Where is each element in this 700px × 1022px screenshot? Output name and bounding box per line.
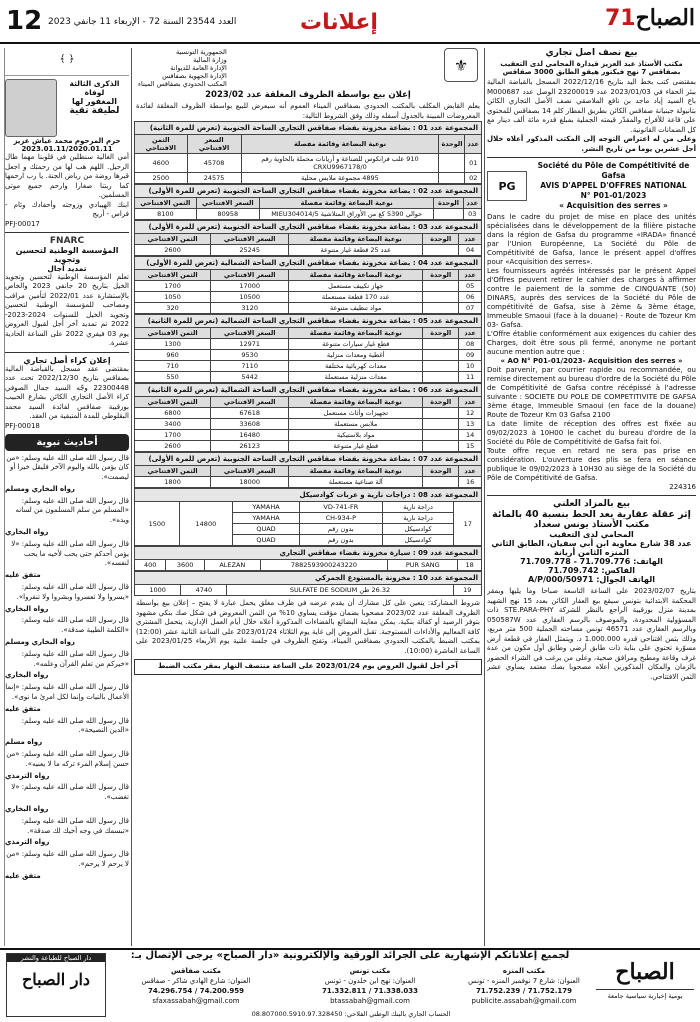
hadith-text: قال رسول الله صلى الله عليه وسلم: «لا يؤمن أحدكم حتى يحب لأخيه ما يحب لنفسه».: [11, 539, 129, 568]
column-header: السعر الافتتاحي: [211, 234, 289, 245]
row-index: 03: [463, 209, 481, 220]
gov-line: الإدارة الجهوية بصفاقس: [162, 72, 227, 80]
column-header: نوعية البضاعة وقائمة مفصلة: [289, 270, 423, 281]
table-header-row: [135, 198, 482, 209]
hadith-text: قال رسول الله صلى الله عليه وسلم: «لا تغضب».: [11, 783, 129, 802]
column-header: عدد: [465, 135, 482, 154]
row-value: 7110: [211, 361, 289, 372]
vehicle-plate: بدون رقم: [300, 524, 383, 535]
vehicle-brand: QUAD: [233, 535, 300, 546]
column-header: الوحدة: [434, 198, 463, 209]
row-description: معدات كهربائية مختلفة: [289, 361, 423, 372]
fr-avis: AVIS D'APPEL D'OFFRES NATIONAL: [540, 181, 687, 190]
gov-line: المكتب الحدودي بصفاقس الميناء: [138, 80, 227, 88]
row-unit: [423, 408, 459, 419]
row-price: 6800: [135, 408, 211, 419]
column-header: عدد: [459, 328, 482, 339]
group-label: المجموعة عدد 02 : بضاعة مخزونة بفضاء صفاقس التجاري الساحة الجنوبية (تعرض للمرة الأولى): [134, 184, 482, 197]
table-row: [135, 339, 482, 350]
fr-body: Les fournisseurs agréés intéressés par le présent Appel d'Offres peuvent retirer le cahier des charges à affirmer contre le paiement de la somme de CINQUANTE (50) DINARS, auprès des services de la Société du Pôle de compétitivité de Gafsa, sise à 2ème & 3ème étage, Immeuble Smaoui (face à la douane) - Route de Tozeur Km 03- Gafsa.: [487, 267, 696, 329]
auction-fax: الفاكس: 71.709.742: [547, 566, 636, 575]
fnarc-body: تعلم المؤسسة الوطنية لتحسين وتجويد الخيل بتاريخ 20 جانفي 2023 والخاص بالإستشارة عدد 2022/01 لتأمين مراقب ومصاحب للمؤسسة الوطنية لتحسين وتجويد الخيل للسنوات 2024-2023-2022 تم تمديد آخر أجل لقبول العروض يوم 03 فيفري 2022 على الساعة الحادية عشرة.: [5, 272, 129, 347]
table-header-row: [135, 466, 482, 477]
vehicle-table: [134, 501, 482, 546]
vehicle-type: دراجة نارية: [382, 513, 454, 524]
fr-body: L'Offre établie conformément aux exigences du cahier des Charges, doit être sous pli fermé, anonyme ne portant aucune mention autre que :: [487, 330, 696, 356]
logo-text: الصباح: [615, 959, 675, 985]
vehicle-brand: YAMAHA: [233, 502, 300, 513]
auction-mobile: الهاتف الجوال: 50971/A/P/000: [528, 575, 655, 584]
middle-column: [134, 48, 482, 946]
hadith-source: متفق عليه: [5, 704, 41, 713]
group10-table: [134, 584, 482, 596]
column-header: السعر الافتتاحي: [211, 270, 289, 281]
office-phone: 71.338.033 / 71.332.811: [321, 987, 419, 995]
table-row: [135, 303, 482, 314]
row-value: 26123: [211, 441, 289, 452]
column-header: الثمن الافتتاحي: [135, 270, 211, 281]
hadith-source: رواه البخاري: [5, 671, 49, 680]
hadith-source: رواه البخاري: [5, 528, 49, 537]
footer-headline: لجميع إعلاناتكم الإشهارية على الجرائد الورقية والإلكترونية «دار الصباح» يرجى الإتصال بـ:: [130, 950, 570, 961]
memorial-sub: حرم المرحوم محمد عياش عزيز: [13, 137, 121, 145]
row-price: 1800: [135, 477, 211, 488]
group-table: [134, 233, 482, 256]
column-header: عدد: [459, 234, 482, 245]
group-label: المجموعة عدد 03 : بضاعة مخزونة بفضاء صفاقس التجاري الساحة الجنوبية (تعرض للمرة الأولى): [134, 220, 482, 233]
column-header: الثمن الافتتاحي: [135, 234, 211, 245]
fnarc-logo: FNARC: [49, 235, 85, 246]
hadith-source: رواه البخاري ومسلم: [5, 484, 75, 493]
quran-verse-calligraphy: ﴾ ﴿: [5, 48, 129, 76]
table-row: [135, 281, 482, 292]
row-price: 2600: [135, 245, 211, 256]
logo-number: 71: [604, 6, 636, 31]
column-header: الوحدة: [423, 466, 459, 477]
memorial-dates: 2023.01.11/2020.01.11: [21, 145, 113, 153]
row-price: 3400: [135, 419, 211, 430]
memorial-title: المغفور لها: [71, 97, 118, 106]
memorial-family: ابنك الهيبادي وزوجته وأحفادك وئام - فراس - أريج: [5, 200, 129, 218]
row-description: مواد بلاستيكية: [289, 430, 423, 441]
horse-name: ALEZAN: [205, 560, 261, 571]
group-label: المجموعة عدد 01 : بضاعة مخزونة بفضاء صفاقس التجاري الساحة الجنوبية (تعرض للمرة الثانية): [134, 121, 482, 134]
table-header-row: [135, 135, 482, 154]
table-row: [135, 408, 482, 419]
group-label: المجموعة عدد 06 : بضاعة مخزونة بفضاء صفاقس التجاري الساحة الشمالية (تعرض للمرة الثانية): [134, 383, 482, 396]
group-table: [134, 134, 482, 184]
row-price: 8100: [135, 209, 197, 220]
row-index: 04: [459, 245, 482, 256]
logo-tagline: يومية إخبارية سياسية جامعة: [596, 989, 694, 1000]
table-header-row: [135, 234, 482, 245]
ad-code: PFJ-00017: [5, 219, 40, 228]
column-header: نوعية البضاعة وقائمة مفصلة: [289, 328, 423, 339]
row-price: 1700: [135, 281, 211, 292]
column-divider: [484, 48, 485, 946]
gov-block: [138, 48, 227, 88]
fr-ad-header: [487, 161, 696, 211]
table-row: [135, 430, 482, 441]
row-price: 2500: [135, 173, 188, 184]
ad-body: بمقتضى كتب بخط اليد بتاريخ 2022/12/16 المسجل بالقباضة المالية ببئر الحفاء في 2023/01/03 عدد 23200019 الوصل عدد M000687 باع السيد إياد ماجد بن نافع الملاصقي نصف الأصل التجاري الكائن بتانيولة جبنيانة صفاقس الكائن بطريق المطار كلم 14 بصفاقس للمحتوي على قاعة للأفراح والمقدّر قيمته الجملية بمبلغ قدره مائة ألف دينار مع كل الضمانات القانونية.: [487, 78, 696, 134]
row-unit: [423, 303, 459, 314]
page-number: 12: [6, 6, 43, 36]
column-header: الوحدة: [423, 397, 459, 408]
column-header: نوعية البضاعة وقائمة مفصلة: [289, 234, 423, 245]
row-value: 33608: [211, 419, 289, 430]
row-index: 13: [459, 419, 482, 430]
auction-notice-intro: يعلم القابض المكلف بالمكتب الحدودي بصفاقس الميناء العموم أنه سيعرض للبيع بواسطة الظروف المغلقة لفائدة المعروضات المبينة بالجدول أسفله وذلك وفق الشروط التالية:: [136, 102, 480, 120]
office-phone: 71.752.179 / 71.752.239: [475, 987, 573, 995]
hadith-text: قال رسول الله صلى الله عليه وسلم: «يسروا ولا تعسروا وبشروا ولا تنفروا».: [16, 583, 129, 601]
vehicle-type: دراجة نارية: [382, 502, 454, 513]
row-value: 10500: [211, 292, 289, 303]
group-label: المجموعة عدد 09 : سيارة مخزونة بفضاء صفاقس التجاري: [134, 546, 482, 559]
column-header: الوحدة: [423, 234, 459, 245]
hadith-text: قال رسول الله صلى الله عليه وسلم: «من كان يؤمن بالله واليوم الآخر فليقل خيرا أو ليصمت».: [6, 453, 129, 482]
row-unit: [423, 361, 459, 372]
row-description: قطع غيار سيارات متنوعة: [289, 339, 423, 350]
column-header: عدد: [459, 397, 482, 408]
row-price: 400: [135, 560, 166, 571]
hadith-source: رواه البخاري: [5, 604, 49, 613]
hadith-source: متفق عليه: [5, 871, 41, 880]
office-title: مكتب صفاقس: [170, 967, 222, 975]
column-header: الثمن الافتتاحي: [135, 328, 211, 339]
vehicle-brand: YAMAHA: [233, 513, 300, 524]
table-row: [135, 361, 482, 372]
column-header: نوعية البضاعة وقائمة مفصلة: [259, 198, 433, 209]
hadith-source: رواه البخاري: [5, 805, 49, 813]
logo-sub: دار الصباح للطباعة والنشر: [7, 954, 105, 962]
ad-code: 224316: [669, 483, 696, 491]
row-price: 1050: [135, 292, 211, 303]
row-unit: [423, 350, 459, 361]
fr-body: Dans le cadre du projet de mise en place des unités spécialisées dans le développement de la filière pistache dans la région de Gafsa du programme «IRADA» financé par l'Union Européenne, La Société du Pôle de Compétitivité de Gafsa, lance le présent appel d'offres pour «Acquisition des serres».: [487, 213, 696, 266]
office-email[interactable]: sfaxassabah@gmail.com: [152, 997, 240, 1005]
row-description: قطع غيار متنوعة: [289, 441, 423, 452]
vehicle-plate: VD-741-FR: [300, 502, 383, 513]
row-unit: [423, 441, 459, 452]
fr-number: N° P01-01/2023: [580, 191, 647, 200]
auction-title: إثر عقلة عقارية بعد الحط بنسبة 40 بالمائة: [492, 509, 691, 520]
dar-assabah-logo: [6, 953, 106, 1017]
row-value: 3600: [166, 560, 205, 571]
table-row: [135, 245, 482, 256]
footer-logo: [596, 953, 694, 1017]
row-index: 18: [458, 560, 482, 571]
gov-line: الإدارة العامة للديوانة: [170, 64, 227, 72]
column-header: عدد: [459, 270, 482, 281]
fnarc-sub: تمديد آجال: [47, 263, 87, 273]
table-row: [135, 477, 482, 488]
column-header: السعر الافتتاحي: [187, 135, 241, 154]
right-column: [487, 48, 696, 946]
auction-body: بتاريخ 2023/02/07 على الساعة التاسعة صباحا وما يليها وبمقر المحكمة الابتدائية بتونس سيقع بيع العقار الكائن بعدد 15 نهج الشهيد بمدينة منزل بورقيبة الراجع بالنظر للشركة STE.PARA-PHY ذات المسؤولية المحدودة، والموصوف بالرسم العقاري عدد 050587W وبالرسم العقاري عدد 46571 تونس مساحته الجملية 500 متر مربع، وذلك بثمن افتتاحي قدره 1.000.000 د. ويتمثل العقار في قطعة أرض مسوّرة تحتوي على بناية ذات طابق أرضي وطابق أول مكون من عدة غرف وقاعة ومطبخ ومرافق صحية، وعلى من يرغب في الشراء الحضور بالزمان والمكان المذكورين أعلاه مصحوبا بصك معتمد يساوي عشر الثمن الافتتاحي.: [487, 587, 696, 681]
vehicle-plate: بدون رقم: [300, 535, 383, 546]
pole-logo-icon: PG: [487, 171, 527, 201]
row-unit: [423, 339, 459, 350]
column-header: الوحدة: [423, 328, 459, 339]
row-value: 14800: [179, 502, 232, 546]
row-price: 960: [135, 350, 211, 361]
column-header: السعر الافتتاحي: [196, 198, 259, 209]
rent-body: بمقتضى عقد مسجل بالقباضة المالية بصفاقس بتاريخ 2022/12/30 تحت عدد 22300448 وجّه السيد جمال الصوفي كراء الأصل التجاري الكائن بشارع الحبيب بورقيبة صفاقس لفائدة السيد محمد البقلوطي للمدة المتبقية من العقد.: [5, 364, 129, 420]
row-index: 06: [459, 292, 482, 303]
hadith-text: قال رسول الله صلى الله عليه وسلم: «المسلم من سلم المسلمون من لسانه ويده».: [15, 496, 129, 525]
row-unit: [434, 209, 463, 220]
group-label: المجموعة عدد 10 : مخزونة بالمستودع الجمركي: [134, 571, 482, 584]
table-row: [135, 350, 482, 361]
row-index: 12: [459, 408, 482, 419]
row-description: جهاز تكييف مستعمل: [289, 281, 423, 292]
left-column: [4, 48, 129, 946]
customs-emblem-icon: ⚜: [444, 48, 478, 82]
row-value: 67618: [211, 408, 289, 419]
row-description: 910 علب فرانكوس للصناعة و أريانات محملة بالحاوية رقم CRXU9967178/0: [241, 154, 439, 173]
hadith-text: قال رسول الله صلى الله عليه وسلم: «الدين النصيحة».: [21, 716, 129, 735]
vehicle-type: كوادسيكل: [382, 524, 454, 535]
deadline-box: آخر أجل لقبول العروض يوم 2023/01/24 على الساعة منتصف النهار بمقر مكتب الضبط: [134, 659, 482, 675]
table-row: [135, 502, 482, 513]
bank-account: الحساب الجاري بالبنك الوطني الفلاحي: 08.807000.5910.97.328450: [251, 1010, 451, 1018]
hadith-source: رواه مسلم: [5, 738, 43, 747]
table-row: [135, 560, 482, 571]
fr-body: Doit parvenir, par courrier rapide ou recommandée, ou remise directement au bureau d'ordre de la Société du Pôle de Compétitivité de Gafsa contre récépissé à l'adresse suivante : SOCIETE DU POLE DE COMPETITIVITE DE GAFSA 3ème étage, Immeuble Smaoui (en face de la douane) Route de Tozeur Km 03 Gafsa 2100: [487, 366, 696, 419]
lots-table: [134, 121, 482, 488]
row-price: 710: [135, 361, 211, 372]
column-header: الثمن الافتتاحي: [135, 135, 188, 154]
auction-address: عدد 38 شارع معاوية ابن أبي سفيان، الطابق الثاني المنزه الثامن أريانة: [491, 539, 692, 557]
vehicle-type: كوادسيكل: [382, 535, 454, 546]
column-header: الوحدة: [423, 270, 459, 281]
row-index: 10: [459, 361, 482, 372]
row-price: 1000: [135, 585, 181, 596]
ad-code: PFJ-00018: [5, 421, 40, 430]
row-value: 18000: [211, 477, 289, 488]
table-row: [135, 154, 482, 173]
row-index: 01: [465, 154, 482, 173]
office-email[interactable]: publicite.assabah@gmail.com: [471, 997, 577, 1005]
auction-phone: الهاتف: 71.709.776 - 71.709.778: [520, 557, 663, 566]
group-table: [134, 197, 482, 220]
table-row: [135, 209, 482, 220]
table-row: [135, 173, 482, 184]
group-label: المجموعة عدد 08 : دراجات نارية و عربات كوادسيكل: [134, 488, 482, 501]
row-description: حوالي 5390 كغ من الأوراق المتلاشية MIEU304014/5: [259, 209, 433, 220]
issue-line: العدد 23544 السنة 72 - الإربعاء 11 جانفي 2023: [48, 17, 237, 27]
row-unit: [423, 292, 459, 303]
column-divider: [131, 48, 132, 946]
row-index: 02: [465, 173, 482, 184]
column-header: نوعية البضاعة وقائمة مفصلة: [241, 135, 439, 154]
row-value: 24575: [187, 173, 241, 184]
hadith-source: رواه الترمذي: [5, 771, 50, 780]
logo-name: الصباح: [635, 5, 695, 31]
column-header: عدد: [463, 198, 481, 209]
hadith-source: متفق عليه: [5, 571, 41, 580]
vehicle-plate: CH-934-P: [300, 513, 383, 524]
fr-company: Société du Pôle de Compétitivité de Gafsa: [537, 161, 690, 180]
group-label: المجموعة عدد 07 : بضاعة مخزونة بفضاء صفاقس التجاري الساحة الجنوبية (تعرض للمرة الأولى): [134, 452, 482, 465]
column-header: الثمن الافتتاحي: [135, 397, 211, 408]
row-description: تجهيزات وأثاث مستعمل: [289, 408, 423, 419]
vehicle-brand: QUAD: [233, 524, 300, 535]
table-header-row: [135, 328, 482, 339]
hadith-text: قال رسول الله صلى الله عليه وسلم: «خيركم من تعلم القرآن وعلمه».: [21, 649, 129, 668]
hadith-text: قال رسول الله صلى الله عليه وسلم: «الكلمة الطيبة صدقة».: [21, 616, 129, 635]
row-index: 07: [459, 303, 482, 314]
office-title: مكتب تونس: [349, 967, 391, 975]
row-value: 5442: [211, 372, 289, 383]
office-email[interactable]: btassabah@gmail.com: [330, 997, 410, 1005]
fr-body: La date limite de réception des offres est fixée au 09/02/2023 à 10H00 le cachet du bureau d'ordre de la Société du Pôle de Compétitivité de Gafsa fait foi.: [487, 420, 696, 446]
hadith-banner: أحاديث نبوية: [5, 434, 129, 451]
row-price: 1300: [135, 339, 211, 350]
row-description: 26.32 طن SULFATE DE SODIUM: [227, 585, 453, 596]
horse-id: 7882593900243220: [260, 560, 388, 571]
row-value: 17000: [211, 281, 289, 292]
row-unit: [423, 372, 459, 383]
office-title: مكتب المنزه: [502, 967, 546, 975]
rent-title: إعلان كراء أصل تجاري: [23, 355, 111, 365]
row-price: 2600: [135, 441, 211, 452]
hadith-text: قال رسول الله صلى الله عليه وسلم: «من حسن إسلام المرء تركه ما لا يعنيه».: [6, 750, 129, 768]
row-unit: [423, 281, 459, 292]
row-price: 4600: [135, 154, 188, 173]
row-unit: [439, 154, 465, 173]
row-value: 45708: [187, 154, 241, 173]
column-header: نوعية البضاعة وقائمة مفصلة: [289, 466, 423, 477]
column-header: الثمن الافتتاحي: [135, 198, 197, 209]
newspaper-logo: [590, 5, 695, 39]
hadith-list: [5, 454, 129, 882]
column-header: نوعية البضاعة وقائمة مفصلة: [289, 397, 423, 408]
hadith-text: قال رسول الله صلى الله عليه وسلم: «تبسمك في وجه أخيك لك صدقة».: [21, 816, 129, 835]
row-description: عدد 25 قطعة غيار متنوعة: [289, 245, 423, 256]
row-index: 16: [459, 477, 482, 488]
row-unit: [423, 477, 459, 488]
table-row: [135, 585, 482, 596]
column-header: السعر الافتتاحي: [211, 466, 289, 477]
fnarc-title: المؤسسة الوطنية لتحسين وتجويد: [15, 245, 119, 264]
hadith-source: رواه البخاري ومسلم: [5, 638, 75, 647]
row-price: 320: [135, 303, 211, 314]
conditions-text: شروط المشاركة: يتعين على كل مشارك أن يقدم عرضه في ظرف مغلق يحمل عبارة لا يفتح – إعلان بيع بواسطة الظروف المغلقة عدد 2023/02 مصحوبا بضمان مؤقت يساوي 10% من الثمن المعروض في شكل صك بنكي مشهود بتوفر الرصيد أو كفالة بنكية. يمكن معاينة البضائع بالفضاءات المذكورة أعلاه خلال أيام العمل الإدارية. يتحمل المشتري كافة المعاليم والأداءات المستوجبة. تقبل العروض إلى غاية يوم الثلاثاء 2023/01/24 على الساعة الثانية عشر (12:00) بمكتب الضبط بالمكتب الحدودي بصفاقس الميناء، وتفتح الظروف في جلسة علنية يوم الأربعاء 2023/01/25 على الساعة العاشرة (10:00).: [136, 599, 481, 655]
row-description: عدد 170 قطعة مستعملة: [289, 292, 423, 303]
group-label: المجموعة عدد 04 : بضاعة مخزونة بفضاء صفاقس التجاري الساحة الشمالية (تعرض للمرة الأولى): [134, 256, 482, 269]
memorial-text: أمي الغالية سنظلين في قلوبنا مهما طال الرحيل. اللهم هب لها من رحمتك و اجعل قبرها روضة من رياض الجنة. يا رب ارحمها كما ربتنا صغارا وارحم جميع موتى المسلمين.: [5, 153, 129, 199]
row-value: 9530: [211, 350, 289, 361]
row-description: آلة صناعية مستعملة: [289, 477, 423, 488]
table-header-row: [135, 270, 482, 281]
memorial-name: لطيفة تقية: [69, 106, 120, 116]
row-price: 1700: [135, 430, 211, 441]
ad-note: وعلى من له اعتراض التوجه إلى المكتب المذكور أعلاه خلال أجل عشرين يوما من تاريخ النشر.: [487, 135, 696, 153]
memorial-head: الذكرى الثالثة لوفاة: [69, 79, 120, 97]
row-value: 16480: [211, 430, 289, 441]
fr-body: « AO N° P01-01/2023- Acquisition des serres »: [500, 357, 683, 365]
fr-object: « Acquisition des serres »: [559, 201, 668, 210]
row-value: 3120: [211, 303, 289, 314]
row-unit: [423, 245, 459, 256]
gov-line: الجمهورية التونسية: [176, 48, 227, 56]
row-value: 80958: [196, 209, 259, 220]
group-label: المجموعة عدد 05 : بضاعة مخزونة بفضاء صفاقس التجاري الساحة الشمالية (تعرض للمرة الثانية): [134, 314, 482, 327]
row-index: 05: [459, 281, 482, 292]
row-index: 11: [459, 372, 482, 383]
row-index: 09: [459, 350, 482, 361]
row-description: 4895 مجموعة ملابس محلية: [241, 173, 439, 184]
group-table: [134, 269, 482, 314]
ad-subtitle: مكتب الأستاذ عبد العزيز قيدارة المحامي لدى التعقيب بصفاقس 7 نهج فيكتور هيقو الطابق 3000 صفاقس: [500, 60, 683, 76]
office-phone: 74.200.959 / 74.296.754: [147, 987, 245, 995]
office-address: العنوان: شارع الهادي شاكر - صفاقس: [141, 977, 251, 985]
auction-role: المحامي لدى التعقيب: [549, 530, 634, 539]
row-index: 17: [454, 502, 482, 546]
section-title: إعلانات: [300, 10, 378, 35]
hadith-text: قال رسول الله صلى الله عليه وسلم: «من لا يرحم لا يرحم».: [6, 850, 129, 868]
row-value: 25245: [211, 245, 289, 256]
table-row: [135, 292, 482, 303]
table-row: [135, 419, 482, 430]
row-value: 12971: [211, 339, 289, 350]
row-description: ملابس مستعملة: [289, 419, 423, 430]
hadith-source: رواه الترمذي: [5, 838, 50, 847]
row-price: 550: [135, 372, 211, 383]
office-address: العنوان: نهج ابن خلدون - تونس: [324, 977, 416, 985]
row-unit: [439, 173, 465, 184]
auction-head: بيع بالمزاد العلني: [553, 499, 630, 509]
table-row: [135, 372, 482, 383]
row-index: 14: [459, 430, 482, 441]
column-header: السعر الافتتاحي: [211, 397, 289, 408]
gov-line: وزارة المالية: [193, 56, 227, 64]
office-address: العنوان: شارع 7 نوفمبر المنزه - تونس: [468, 977, 580, 985]
column-header: عدد: [459, 466, 482, 477]
column-header: السعر الافتتاحي: [211, 328, 289, 339]
table-row: [135, 441, 482, 452]
horse-breed: PUR SANG: [388, 560, 458, 571]
column-header: الوحدة: [439, 135, 465, 154]
auction-office: مكتب الأستاذ يونس سعداد: [533, 520, 650, 530]
hadith-text: قال رسول الله صلى الله عليه وسلم: «إنما الأعمال بالنيات وإنما لكل امرئ ما نوى».: [5, 683, 129, 702]
row-price: 1500: [135, 502, 180, 546]
row-index: 15: [459, 441, 482, 452]
row-index: 08: [459, 339, 482, 350]
logo-text: دار الصباح: [21, 970, 91, 989]
group-table: [134, 327, 482, 383]
group9-table: [134, 559, 482, 571]
row-description: أغطية ومعدات منزلية: [289, 350, 423, 361]
group-table: [134, 396, 482, 452]
row-index: 19: [453, 585, 482, 596]
row-unit: [423, 430, 459, 441]
memorial-photo: [5, 79, 57, 137]
table-header-row: [135, 397, 482, 408]
row-description: معدات منزلية مستعملة: [289, 372, 423, 383]
column-header: الثمن الافتتاحي: [135, 466, 211, 477]
row-description: مواد تنظيف متنوعة: [289, 303, 423, 314]
group-table: [134, 465, 482, 488]
row-unit: [423, 419, 459, 430]
ad-title: بيع نصف أصل تجاري: [545, 48, 638, 58]
auction-notice-title: إعلان بيع بواسطة الظروف المغلقة عدد 2023/02: [205, 90, 411, 100]
fr-body: Toute offre reçue en retard ne sera pas prise en considération. L'ouverture des plis se fera en séance publique le 09/02/2023 à 10H30 au siège de la Société du Pôle de Compétitivité de Gafsa.: [487, 447, 696, 482]
row-value: 4740: [181, 585, 227, 596]
